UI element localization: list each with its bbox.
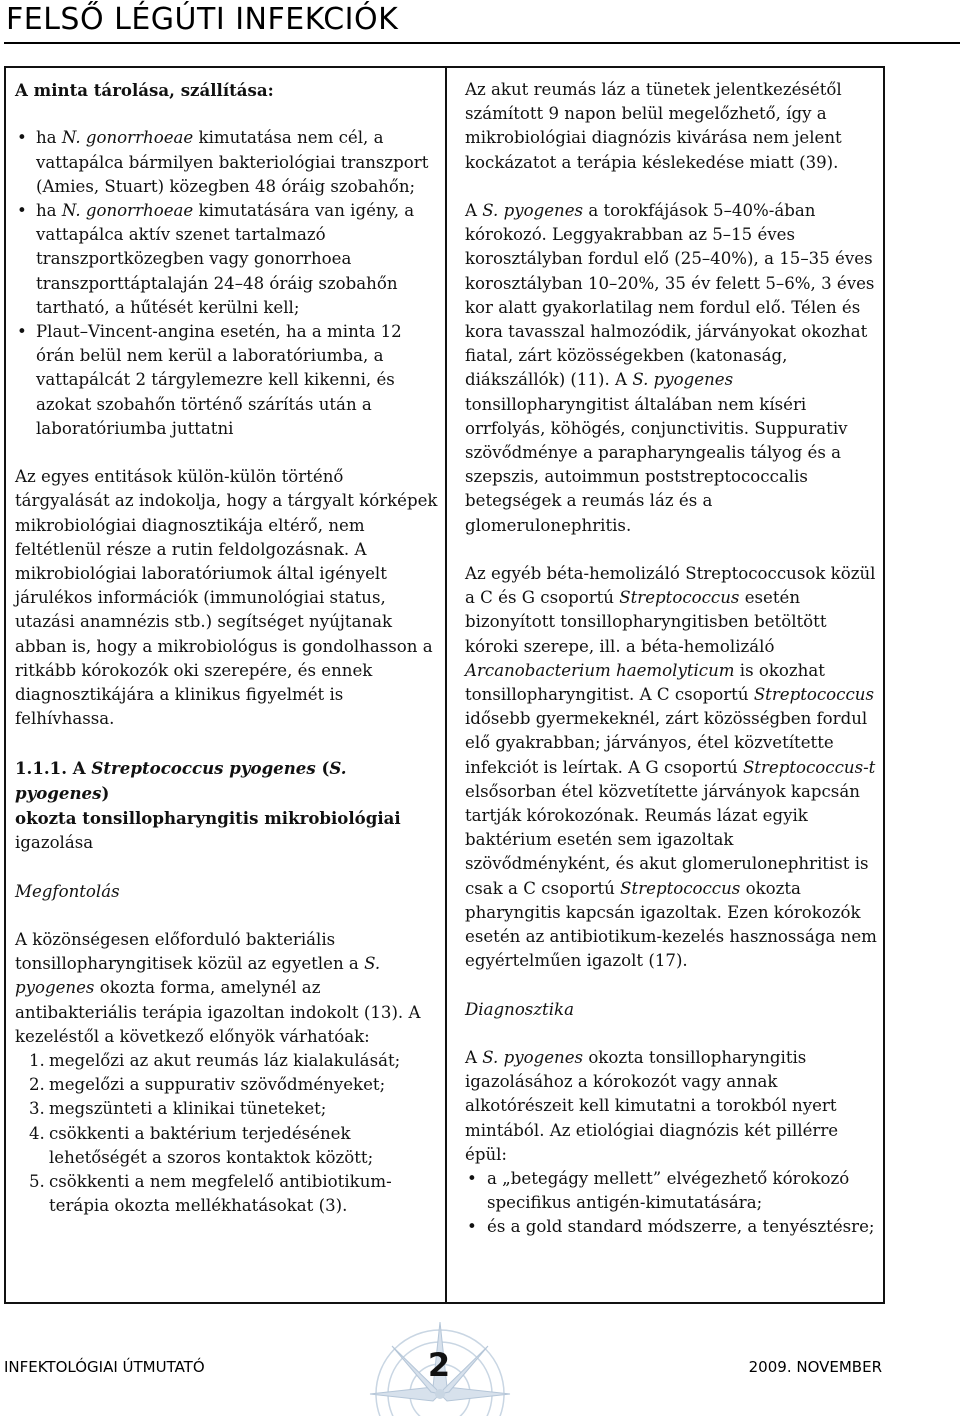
diagnostics-item: • a „betegágy mellett” elvégezhető kórokozó specifikus antigén-kimutatására; — [465, 1167, 879, 1215]
epidemiology-paragraph: A S. pyogenes a torokfájások 5–40%-ában kórokozó. Leggyakrabban az 5–15 éves korosztályban fordul elő (25–40%), a 15–35 éves korosztályban 10–20%, 35 év felett 5–6%, 3 éves kor alatt gyakorlatilag nem fordul elő. Télen és kora tavasszal halmozódik, járványokat okozhat fiatal, zárt közösségekben (katonaság, diákszállók) (11). A S. pyogenes tonsillopharyngitist általában nem kíséri orrfolyás, köhögés, conjunctivitis. Suppurativ szövődménye a parapharyngealis tályog és a szepszis, autoimmun poststreptococcalis betegségek a reumás láz és a glomerulonephritis. — [465, 201, 875, 535]
benefits-list — [15, 1049, 439, 1218]
storage-item: • ha N. gonorrhoeae kimutatására van igény, a vattapálca aktív szenet tartalmazó transzportközegben vagy gonorrhoea transzporttáptalaján 24–48 óráig szobahőn tartható, a hűtését kerülni kell; — [15, 199, 439, 320]
page-title: FELSŐ LÉGÚTI INFEKCIÓK — [6, 2, 399, 37]
other-streptococci-paragraph: Az egyéb béta-hemolizáló Streptococcusok közül a C és G csoportú Streptococcus esetén bizonyított tonsillopharyngitisben betöltött kóroki szerepe, ill. a béta-hemolizáló Arcanobacterium haemolyticum is okozhat tonsillopharyngitist. A C csoportú Streptococcus idősebb gyermekeknél, zárt közösségben fordul elő gyakrabban; járványos, étel közvetítette infekciót is leírtak. A G csoportú Streptococcus-t elsősorban étel közvetítette járványok kapcsán tartják kórokozónak. Reumás lázat egyik baktérium esetén sem igazoltak szövődményként, és akut glomerulonephritist is csak a C csoportú Streptococcus okozta pharyngitis kapcsán igazoltak. Ezen kórokozók esetén az antibiotikum-kezelés hasznossága nem egyértelműen igazolt (17). — [465, 564, 877, 971]
diagnostics-paragraph: A S. pyogenes okozta tonsillopharyngitis igazolásához a kórokozót vagy annak alkotórészeit kell kimutatni a torokból nyert mintából. Az etiológiai diagnózis két pillérre épül: — [465, 1048, 839, 1164]
consider-subheading: Megfontolás — [15, 881, 120, 901]
diagnostics-list — [465, 1167, 879, 1240]
section-heading: 1.1.1. A Streptococcus pyogenes (S. pyogenes) okozta tonsillopharyngitis mikrobiológiai igazolása — [15, 757, 401, 853]
diagnostics-item: • és a gold standard módszerre, a tenyésztésre; — [465, 1215, 879, 1239]
column-divider — [445, 66, 447, 1304]
diagnostics-subheading: Diagnosztika — [465, 999, 574, 1019]
footer-publication: INFEKTOLÓGIAI ÚTMUTATÓ — [4, 1358, 205, 1376]
benefit-item: 5. csökkenti a nem megfelelő antibiotikum-terápia okozta mellékhatásokat (3). — [29, 1172, 392, 1216]
left-column — [15, 78, 439, 1218]
right-column — [465, 78, 879, 1240]
benefit-item: 2. megelőzi a suppurativ szövődményeket; — [29, 1075, 386, 1095]
benefit-item: 3. megszünteti a klinikai tüneteket; — [29, 1099, 327, 1119]
consider-paragraph: A közönségesen előforduló bakteriális tonsillopharyngitisek közül az egyetlen a S. pyogenes okozta forma, amelynél az antibakteriális terápia igazoltan indokolt (13). A kezeléstől a következő előnyök várhatóak: — [15, 930, 421, 1046]
benefit-item: 4. csökkenti a baktérium terjedésének lehetőségét a szoros kontaktok között; — [29, 1123, 374, 1167]
storage-item: • ha N. gonorrhoeae kimutatása nem cél, a vattapálca bármilyen bakteriológiai transzport (Amies, Stuart) közegben 48 óráig szobahőn; — [15, 126, 439, 199]
storage-item: • Plaut–Vincent-angina esetén, ha a minta 12 órán belül nem kerül a laboratóriumba, a vattapálcát 2 tárgylemezre kell kikenni, és azokat szobahőn történő szárítás után a laboratóriumba juttatni — [15, 320, 439, 441]
footer-date: 2009. NOVEMBER — [748, 1358, 882, 1376]
page-number: 2 — [427, 1346, 451, 1384]
storage-list — [15, 126, 439, 441]
intro-paragraph: Az egyes entitások külön-külön történő tárgyalását az indokolja, hogy a tárgyalt kórképek mikrobiológiai diagnosztikája eltérő, nem feltétlenül része a rutin feldolgozásnak. A mikrobiológiai laboratóriumok által igényelt járulékos információk (immunológiai status, utazási anamnézis stb.) segítséget nyújtanak abban is, hogy a mikrobiológus is gondolhasson a ritkább kórokozók oki szerepére, és ennek diagnosztikájára a klinikus figyelmét is felhívhassa. — [15, 467, 438, 729]
benefit-item: 1. megelőzi az akut reumás láz kialakulását; — [29, 1051, 401, 1071]
header-rule — [4, 42, 960, 44]
storage-heading: A minta tárolása, szállítása: — [15, 80, 274, 100]
rheumatic-fever-paragraph: Az akut reumás láz a tünetek jelentkezésétől számított 9 napon belül megelőzhető, így a mikrobiológiai diagnózis kivárása nem jelent kockázatot a terápia késlekedése miatt (39). — [465, 80, 842, 172]
